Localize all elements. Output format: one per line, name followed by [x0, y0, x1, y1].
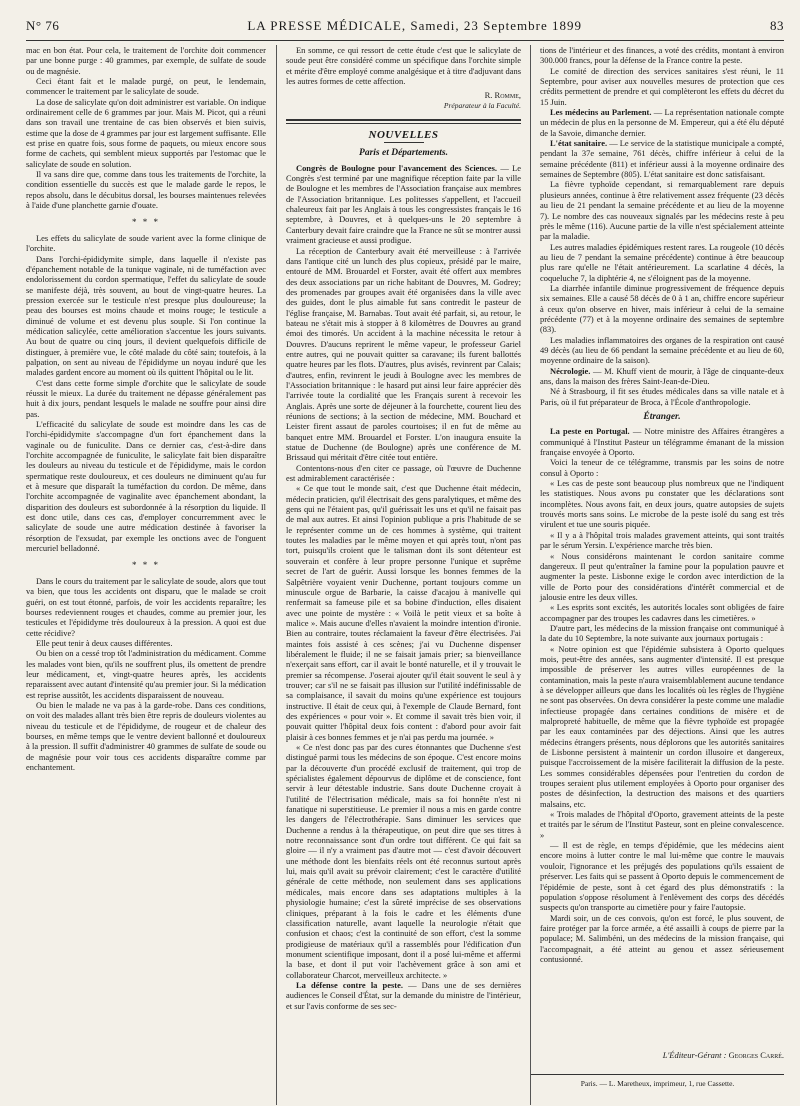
section-separator: * * * [132, 559, 160, 570]
paragraph: En somme, ce qui ressort de cette étude c'est que le salicylate de soude peut être considéré comme un spécifique dans l'orchite simple et mérite d'être employé comme analgésique et à titre d'adjuvant dans les autres formes de cette affection. [286, 45, 521, 87]
page-number: 83 [769, 18, 784, 33]
quote: « Il y a à l'hôpital trois malades gravement atteints, qui sont traités par le sérum Yersin. L'expérience marche très bien. [540, 529, 784, 551]
paragraph: mac en bon état. Pour cela, le traitement de l'orchite doit commencer par une bonne purge : 40 grammes, par exemple, de sulfate de soude ou de magnésie. [26, 45, 266, 76]
issue-number: N° 76 [26, 18, 60, 33]
paragraph: Les maladies inflammatoires des organes de la respiration ont causé 49 décès (au lieu de 66 pendant la semaine précédente et au lieu de 60, moyenne ordinaire de la saison). [540, 334, 784, 366]
paragraph: Les effets du salicylate de soude varient avec la forme clinique de l'orchite. [26, 232, 266, 254]
page-header [26, 18, 784, 41]
news-item [540, 366, 784, 387]
news-item [286, 980, 521, 1011]
news-lead: Nécrologie. [550, 365, 591, 376]
divider [286, 119, 521, 124]
subsection-heading: Paris et Départements. [359, 148, 448, 159]
divider [384, 142, 424, 143]
paragraph: — Il est de règle, en temps d'épidémie, que les médecins aient encore moins à lutter contre le mal lui-même que contre le mauvais vouloir, l'ignorance et les préjugés des populations qu'ils essaient de préserver. Les faits qui se passent à Oporto depuis le commencement de l'épidémie de peste, sont à cet égard des plus démonstratifs : la population s'oppose résolument à l'enlèvement des corps des décédés suspects qu'on transporte au cimetière pour y faire l'autopsie. [540, 840, 784, 913]
news-item [540, 107, 784, 138]
paragraph: Contentons-nous d'en citer ce passage, où l'œuvre de Duchenne est admirablement caractérisée : [286, 462, 521, 484]
quote: « Trois malades de l'hôpital d'Oporto, gravement atteints de la peste et traités par le sérum de l'Institut Pasteur, sont en pleine convalescence. » [540, 809, 784, 840]
news-lead: La défense contre la peste. [296, 979, 403, 990]
quote: « Ce que tout le monde sait, c'est que Duchenne était médecin, médecin praticien, qu'il électrisait des gens paralytiques, et même des gens qui ne l'étaient pas, qu'il guérissait les uns et qu'il ne faisait pas de mal aux autres. Et ainsi l'opinion publique a pris l'habitude de se le représenter comme un de ces hommes à système, qui traitent toutes les maladies par le même moyen et qui après tout, n'ont pas tort, puisqu'ils croient que le talisman dont ils sont détenteur est souverain et confère à leur propre personne l'unique et suprême secret de l'art de guérir. Aussi lorsque les bonnes femmes de la Salpêtrière voyaient venir Duchenne, portant toujours comme un minuscule orgue de Barbarie, la caisse d'acajou à manivelle qui renfermait sa fameuse pile et sa bobine d'induction, elles disaient avec une pointe de mystère : « Voilà le petit vieux et sa boîte à malice ». Mais aucune d'elles n'avaient la moindre intention d'ironie. Bien au contraire, toutes réclamaient la faveur d'être électrisées. J'ai maintes fois assisté à ces scènes; j'ai vu Duchenne dispenser libéralement le fluide; il ne se faisait jamais prier; sa bienveillance n'exerçait sans effort, car il avait le bonté naturelle, et il y trouvait le premier sa récompense. J'oserai ajouter qu'il était souvent le seul à y trouver; car s'il ne se faisait pas illusion sur l'utilité indéfinissable de sa complaisance, il savait du moins qu'une expérience est toujours instructive. Il était de ceux qui, à l'exemple de Claude Bernard, font des expériences « pour voir ». Et comme il savait très bien voir, il pouvait quitter l'hôpital deux fois content : d'abord pour avoir fait plaisir à ces bonnes femmes et je n'ai pas perdu ma journée. » [286, 483, 521, 742]
article-signature: R. Romme, [484, 90, 521, 101]
paragraph: Elle peut tenir à deux causes différentes. [36, 637, 173, 648]
paragraph: Les autres maladies épidémiques restent rares. La rougeole (10 décès au lieu de 7 pendant la semaine précédente) continue à être beaucoup plus rare qu'elle ne l'était antérieurement. La scarlatine 4 décès, la coqueluche 7, la diphtérie 4, ne s'éloignent pas de la moyenne. [540, 241, 784, 283]
news-item [540, 138, 784, 179]
news-lead: Les médecins au Parlement. [550, 107, 652, 118]
printer-line: Paris. — L. Maretheux, imprimeur, 1, rue Cassette. [531, 1074, 784, 1088]
paragraph: Ceci étant fait et le malade purgé, on peut, le lendemain, commencer le traitement par le salicylate de soude. [26, 76, 266, 97]
paragraph: tions de l'intérieur et des finances, a voté des crédits, montant à environ 300.000 francs, pour la défense de la France contre la peste. [540, 45, 784, 66]
paragraph: Ou bien le malade ne va pas à la garde-robe. Dans ces conditions, on voit des malades allant très bien être repris de douleurs violentes au niveau du testicule et de l'épididyme, de rougeur et de chaleur des bourses, en même temps que le ventre devient ballonné et douloureux à la pression. Il suffit d'administrer 40 grammes de sulfate de soude ou de magnésie pour voir tous ces accidents disparaître comme par enchantement. [26, 699, 266, 773]
news-body: — Notre ministre des Affaires étrangères a communiqué à l'Institut Pasteur un télégramme émanant de la mission française envoyée à Oporto. [540, 426, 784, 458]
paragraph: La réception de Canterbury avait été merveilleuse : à l'arrivée dans l'antique cité un lunch des plus copieux, présidé par le maire, entouré de MM. Brouardel et Forster, avait été offert aux membres des deux associations par un riche habitant de Douvres, M. Godrey; des promenades par groupes avait été organisées dans la ville avec des guides, dont le plus aimable fut sans contredit le pasteur de l'église française, M. Barnabas. Tout avait été parfait, si, au retour, le bateau ne s'était mis à stopper à 8 kilomètres de Douvres au grand émoi des timorés. Un accident à la machine nécessita le retour à Douvres. D'aucuns reprirent le même vapeur, le professeur Gariel entre autres, qui ne pouvait quitter sa caravane; ils furent ballottés quatre heures par les flots. D'autres, plus avisés, revinrent par Calais; d'autres, enfin, revinrent le jeudi à Boulogne avec les membres de l'Association britannique : le hasard put ainsi leur faire apprécier dès l'arrivée toute la cordialité que les Français surent à recevoir les Anglais. Après une sorte de déjeuner à la fourchette, courent lieu des réunions de sections; à la section de médecine, MM. Bouchard et Leister firent assaut de paroles courtoises; il en fut de même au banquet entre MM. Brouardel et Forster. L'on inaugura ensuite la statue de Duchenne (de Boulogne) après une conférence de M. Brissaud qui méritait d'être citée tout entière. [286, 245, 521, 463]
news-body: — Le service de la statistique municipale a compté, pendant la 37e semaine, 761 décès, chiffre inférieur à celui de la semaine précédente (811) et inférieur aussi à la moyenne ordinaire des semaines de Septembre (805). L'état sanitaire est donc satisfaisant. [540, 138, 784, 180]
news-lead: La peste en Portugal. [550, 426, 630, 437]
editor-line [531, 1044, 784, 1060]
paragraph: C'est dans cette forme simple d'orchite que le salicylate de soude réussit le mieux. La durée du traitement ne dépasse généralement pas huit à dix jours, pendant lesquels le malade ne souffre pour ainsi dire pas. [26, 377, 266, 419]
editor-name: Georges Carré. [728, 1050, 784, 1060]
quote: « Nous considérons maintenant le cordon sanitaire comme dangereux. Il peut qu'entraîner la famine pour la population pauvre et augmenter la peste. Lisbonne exige le cordon avec interdiction de la ville de Porto pour des considérations d'intérêt commercial et de jalousie entre les deux villes. [540, 550, 784, 602]
paragraph: Dans le cours du traitement par le salicylate de soude, alors que tout va bien, que tous les accidents ont disparu, que le malade se croit guéri, on est tout étonné, parfois, de voir les accidents reparaître; les bourses redeviennent rouges et chaudes, comme au premier jour, les testicules et l'épididyme très douloureux à la pression. A quoi est due cette récidive? [26, 575, 266, 638]
news-lead: Congrès de Boulogne pour l'avancement des Sciences. [296, 162, 497, 173]
news-body: — La représentation nationale compte un médecin de plus en la personne de M. Empereur, qui a été élu député de la Savoie, dimanche dernier. [540, 107, 784, 138]
quote: « Les cas de peste sont beaucoup plus nombreux que ne l'indiquent les statistiques. Nous avons pu constater que les déclarations sont incomplètes. Nous avons fait, en deux jours, quatre autopsies de sujets trouvés morts sans soins. Le microbe de la peste isolé du sang est très virulent et tue une souris piquée. [540, 478, 784, 530]
column-2 [276, 45, 530, 1105]
editor-label: L'Éditeur-Gérant : [662, 1050, 727, 1060]
subsection-heading: Étranger. [643, 412, 681, 423]
paragraph: Le comité de direction des services sanitaires s'est réuni, le 11 Septembre, pour aviser aux nouvelles mesures de protection que ces crédits permettent de prendre et qui complèteront les effets du décret du 15 Juin. [540, 65, 784, 107]
news-body: — Dans une de ses dernières audiences le Conseil d'État, sur la demande du ministre de l'intérieur, et sur l'avis conforme de ses sec- [286, 979, 522, 1011]
quote: « Ce n'est donc pas par des cures étonnantes que Duchenne s'est distingué parmi tous les médecins de son époque. C'est encore moins par la découverte d'un procédé exclusif de traitement, qui trop de spécialistes également dépourvus de diplôme et de conscience, font servir à leur détestable industrie. Sans doute Duchenne croyait à l'utilité de l'électrisation médicale, mais sa foi honnête n'est ni fanatique ni superstitieuse. Le premier il nous a mis en garde contre les dangers de l'électrothérapie. Sans diminuer les services que Duchenne a rendus à la thérapeutique, on peut dire que ses titres à notre reconnaissance sont d'un ordre tout différent. Ce qui fait sa gloire — il n'y a vraiment pas d'autre mot — c'est d'avoir découvert une méthode dont les bienfaits réels ont été reconnus surtout après lui, mais qu'il avait su prévoir clairement; c'est le caractère d'utilité générale de cette méthode, non seulement dans ses applications médicales, mais encore dans ses adaptations multiples à la physiologie humaine; c'est la sûreté imprécise de ses observations cliniques, préparant à la fois le cadre et les éléments d'une classification naturelle, avant laquelle la neurologie n'était que confusion et chaos; c'est la continuité de son effort, c'est la somme prodigieuse de matériaux qu'il a rassemblés pour l'édification d'un monument scientifique imposant, dont il a posé lui-même et affermi la base, et dont il put voir l'achèvement grâce à son ami et collaborateur Charcot, merveilleux architecte. » [286, 742, 521, 980]
page-footer [531, 1044, 784, 1088]
news-lead: L'état sanitaire. [550, 138, 608, 149]
masthead-title: LA PRESSE MÉDICALE, Samedi, 23 Septembre 1899 [247, 18, 582, 33]
paragraph: Dans l'orchi-épididymite simple, dans laquelle il n'existe pas d'épanchement notable de la tunique vaginale, ni de tuméfaction avec endolorissement du cordon spermatique, l'effet du salicylate de soude se manifeste déjà, très souvent, au bout de vingt-quatre heures. La pression exercée sur le testicule n'est presque plus douloureuse; la peau des bourses est moins chaude et moins rouge; le testicule a diminué de volume et est devenu plus souple. Si l'on continue la médication salicylée, cette amélioration s'accentue les jours suivants. Au bout de quatre ou cinq jours, il devient quelquefois difficile de distinguer, à première vue, le côté malade du côté sain; toutefois, à la palpation, on sent au niveau de l'épididyme un noyau induré que les malades gardent encore au moment où ils quittent l'hôpital ou le lit. [26, 253, 266, 378]
paragraph: La fièvre typhoïde cependant, si remarquablement rare depuis plusieurs années, continue à être relativement assez fréquente (23 décès au lieu de 21 pendant la semaine précédente et au lieu de la moyenne 7). Le nombre des cas nouveaux signalés par les médecins reste à peu près le même (116). Aucune partie de la ville n'est spécialement atteinte par la maladie. [540, 179, 784, 242]
signature-title: Préparateur à la Faculté. [443, 100, 521, 110]
paragraph: Né à Strasbourg, il fit ses études médicales dans sa ville natale et à Paris, où il fut préparateur de Broca, à l'École d'anthropologie. [540, 386, 784, 407]
column-1 [26, 45, 276, 1105]
quote: « Notre opinion est que l'épidémie subsistera à Oporto quelques mois, peut-être des années, sans augmenter d'intensité. Il est presque impossible de préserver les autres villes européennes de la contamination, mais la peste n'aura vraisemblablement aucune tendance à se développer ailleurs que dans les localités où les règles de l'hygiène ne sont pas observées. On devra considérer la peste comme une maladie infectieuse propagée dans certaines conditions de misère et de malpropreté habituelle, de même que la fièvre typhoïde est propagée par les eaux contaminées par des déjections. Ainsi que les autres médecins étrangers présents, nous déplorons que les autorités sanitaires de Lisbonne persistent à maintenir un cordon illusoire et dangereux, puisque l'accroissement de la misère faciliterait la diffusion de la peste. Les sommes considérables dépensées pour l'entretien du cordon de troupes seraient plus utilement employées à Oporto pour organiser des postes de désinfection, la destruction des maisons et des quartiers malsains, etc. [540, 643, 784, 809]
paragraph: La diarrhée infantile diminue progressivement de fréquence depuis six semaines. Elle a causé 58 décès de 0 à 1 an, chiffre encore supérieur à ceux qu'on observe en hiver, mais inférieur à celui de la semaine précédente (77) et à la moyenne ordinaire des semaines de septembre (83). [540, 282, 784, 335]
news-body: — M. Khuff vient de mourir, à l'âge de cinquante-deux ans, dans la maison des frères Saint-Jean-de-Dieu. [540, 365, 784, 386]
news-item [286, 163, 521, 246]
column-3 [530, 45, 784, 1105]
news-body: — Le Congrès s'est terminé par une magnifique réception faite par la ville de Boulogne et les membres de l'Association française aux membres de l'Association britannique. Les politesses s'appellent, et l'accueil chaleureux fait par les Anglais à tous les congressistes français le 16 septembre, à Douvres, et à quelques-uns le 20 septembre à Canterbury devait faire craindre que la France ne sût se montrer aussi vraiment gracieuse et aussi prodigue. [286, 162, 521, 246]
paragraph: Ou bien on a cessé trop tôt l'administration du médicament. Comme les malades vont bien, qu'ils ne souffrent plus, ils omettent de prendre leur médicament, et, vingt-quatre heures après, les accidents reparaissent avec autant d'intensité qu'au premier jour. Si la médication est reprise aussitôt, les accidents disparaissent de nouveau. [26, 648, 266, 700]
paragraph: L'efficacité du salicylate de soude est moindre dans les cas de l'orchi-épididymite s'accompagne d'un fort épanchement dans la vaginale ou de funiculite. Dans ce dernier cas, c'est-à-dire dans l'orchite accompagnée de funiculite, le salicylate fait bien disparaître les douleurs au niveau du testicule et de l'épididyme, mais le cordon spermatique reste douloureux, et ces douleurs ne diminuent qu'au fur et à mesure que disparaît la tuméfaction du cordon. De même, dans l'orchite accompagnée de vaginalite avec épanchement abondant, la disparition des douleurs est subordonnée à la résorption du liquide. Il est donc utile, dans ces cas, d'employer concurremment avec le salicylate de soude une autre médication destinée à favoriser la résorption de l'exsudat, par exemple les onctions avec de l'onguent mercuriel belladonné. [26, 419, 266, 554]
columns [26, 45, 784, 1105]
section-heading: NOUVELLES [368, 129, 439, 142]
paragraph: La dose de salicylate qu'on doit administrer est variable. On indique ordinairement celle de 6 grammes par jour. Mais M. Picot, qui a réuni dans son travail une trentaine de cas bien observés et bien suivis, estime que la dose de 4 grammes par jour est largement suffisante. Elle est prise en quatre fois, sous forme de paquets, ou mieux encore sous forme de cachets, qui semblent mieux supportés par l'estomac que le salicylate de soude en solution. [26, 96, 266, 169]
quote: « Les esprits sont excités, les autorités locales sont obligées de faire accompagner par des troupes les cadavres dans les cimetières. » [540, 602, 784, 623]
section-separator: * * * [132, 216, 160, 227]
paragraph: Mardi soir, un de ces convois, qu'on est forcé, le plus souvent, de faire protéger par la force armée, a été assailli à coups de pierre par la populace; M. Salimbéni, un des médecins de la mission française, qui l'accompagnait, a été atteint au genou et assez sérieusement contusionné. [540, 912, 784, 964]
paragraph: Il va sans dire que, comme dans tous les traitements de l'orchite, la condition essentielle du succès est que le malade garde le repos, le repos absolu, dans le décubitus dorsal, les bourses maintenues relevées à l'aide d'une planchette garnie d'ouate. [26, 169, 266, 211]
paragraph: D'autre part, les médecins de la mission française ont communiqué à la date du 10 Septembre, la note suivante aux journaux portugais : [540, 622, 784, 644]
news-item [540, 426, 784, 457]
paragraph: Voici la teneur de ce télégramme, transmis par les soins de notre consul à Oporto : [540, 457, 784, 478]
